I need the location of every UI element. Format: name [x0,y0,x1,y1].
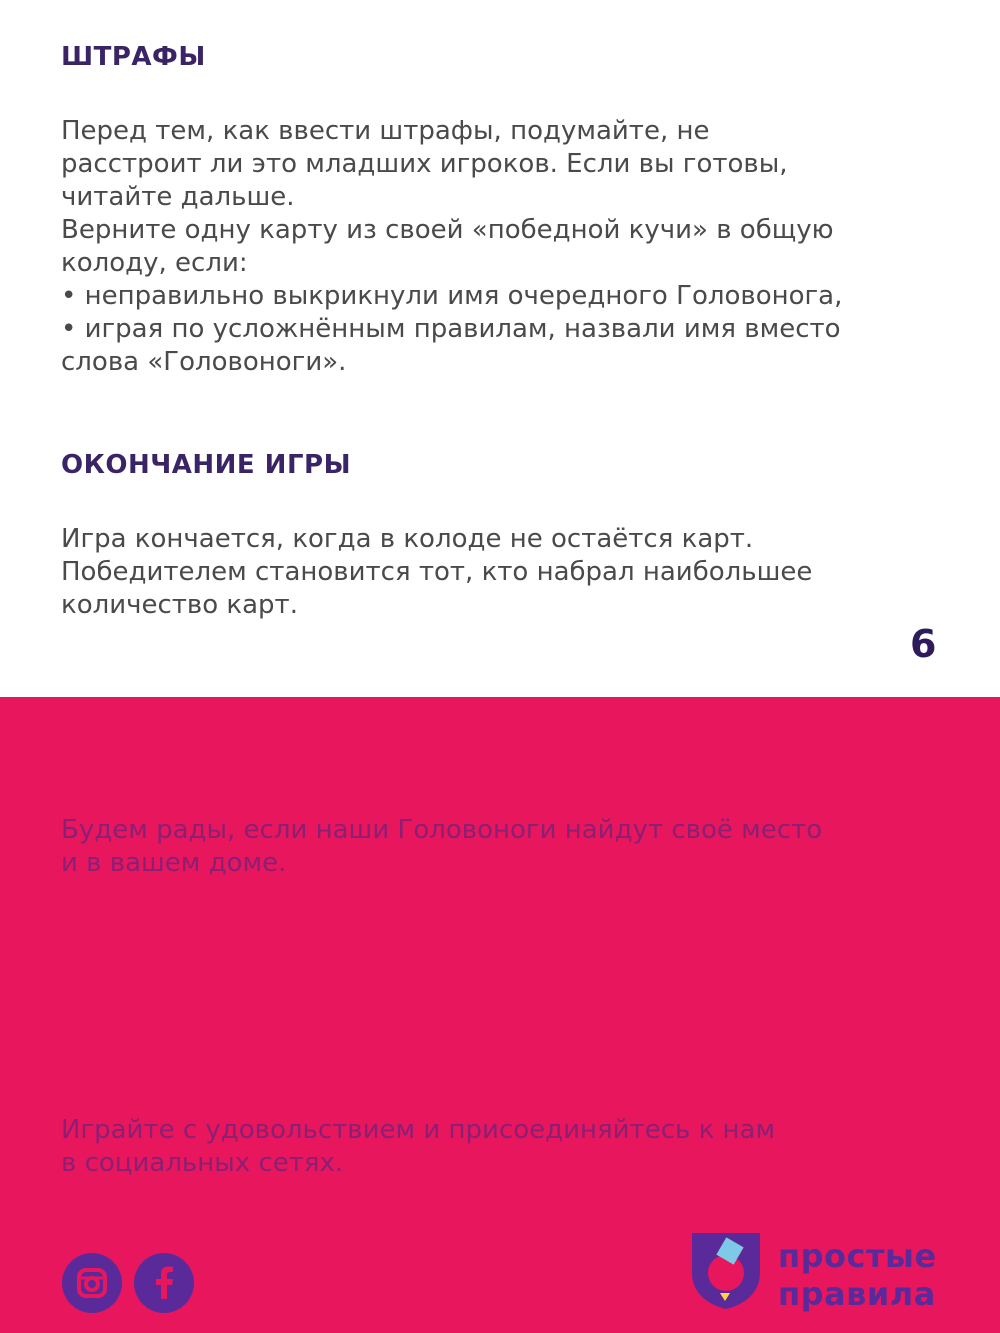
penalties-line: • неправильно выкрикнули имя очередного Головонога, [61,281,843,311]
penalties-line: Верните одну карту из своей «победной кучи» в общую [61,215,834,245]
penalties-title: ШТРАФЫ [61,42,206,72]
ending-line: Игра кончается, когда в колоде не остаётся карт. [61,524,754,554]
penalties-line: слова «Головоноги». [61,347,347,377]
closing-message-line: и в вашем доме. [61,848,287,878]
closing-section [0,697,1000,1333]
social-invite [61,1114,961,1180]
page-number: 6 [910,622,937,666]
penalties-line: читайте дальше. [61,182,295,212]
instagram-icon [62,1253,122,1313]
ending-line: количество карт. [61,590,298,620]
brand-logo-icon [690,1231,762,1311]
facebook-icon [134,1253,194,1313]
penalties-line: Перед тем, как ввести штрафы, подумайте, не [61,116,710,146]
logo-line: простые [778,1237,937,1275]
instagram-button[interactable] [62,1253,122,1313]
closing-message [61,814,961,880]
penalties-line: колоду, если: [61,248,248,278]
ending-text [61,523,961,622]
social-invite-line: Играйте с удовольствием и присоединяйтесь к нам [61,1115,776,1145]
penalties-text [61,115,961,379]
penalties-line: расстроит ли это младших игроков. Если вы готовы, [61,149,788,179]
penalties-line: • играя по усложнённым правилам, назвали имя вместо [61,314,841,344]
ending-title: ОКОНЧАНИЕ ИГРЫ [61,450,352,480]
facebook-button[interactable] [134,1253,194,1313]
brand-logo-text [778,1237,937,1313]
ending-line: Победителем становится тот, кто набрал наибольшее [61,557,813,587]
logo-line: правила [778,1275,936,1313]
closing-message-line: Будем рады, если наши Головоноги найдут своё место [61,815,823,845]
social-invite-line: в социальных сетях. [61,1148,344,1178]
